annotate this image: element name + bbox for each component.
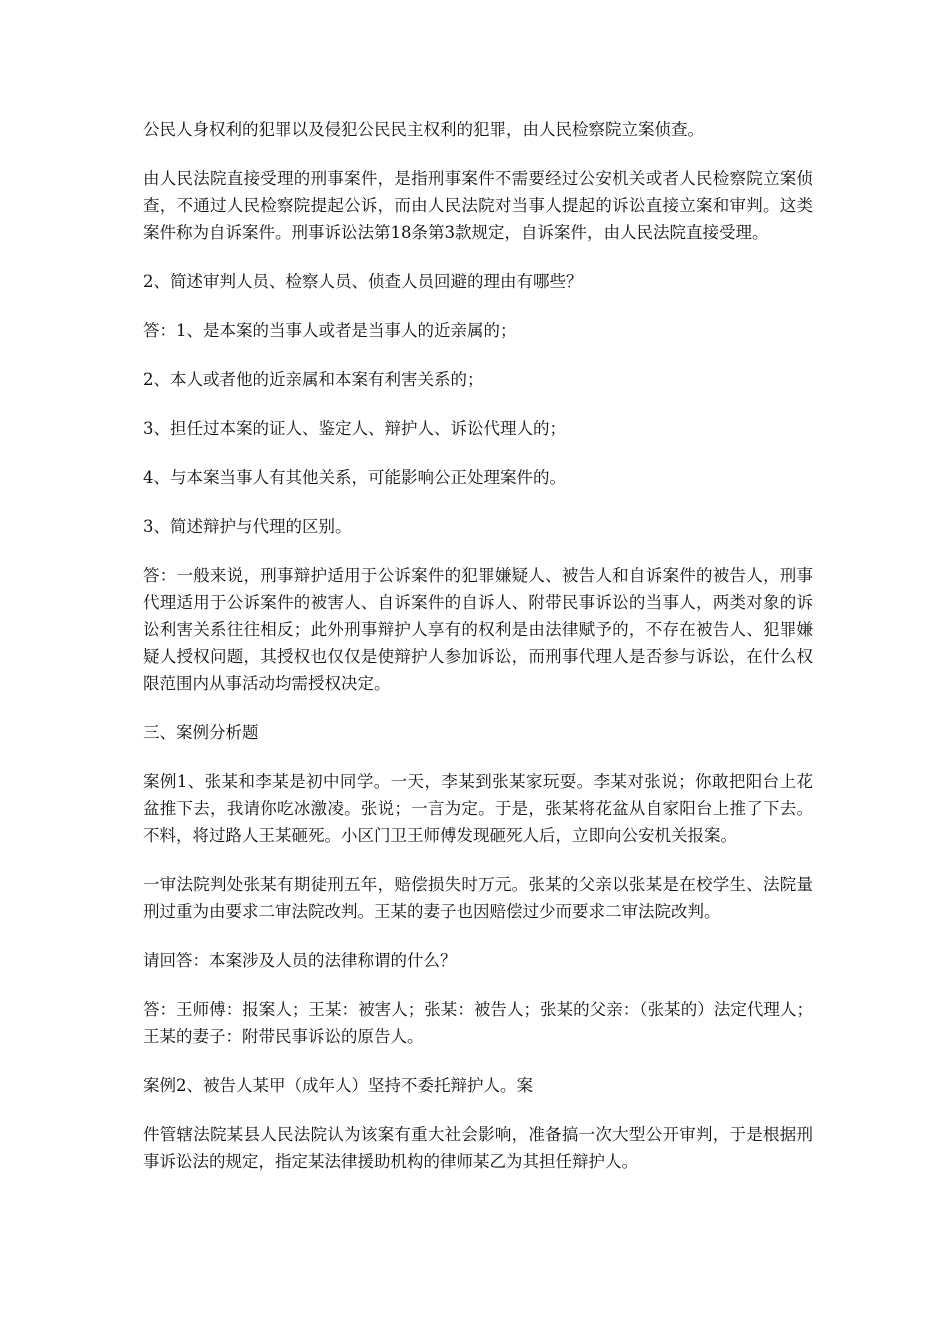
- case-2-facts: 件管辖法院某县人民法院认为该案有重大社会影响，准备搞一次大型公开审判，于是根据刑事诉讼法的规定，指定某法律援助机构的律师某乙为其担任辩护人。: [143, 1125, 813, 1171]
- answer-recusal-1: 答：1、是本案的当事人或者是当事人的近亲属的；: [143, 321, 517, 340]
- answer-recusal-4: 4、与本案当事人有其他关系，可能影响公正处理案件的。: [143, 468, 566, 487]
- answer-recusal-2: 2、本人或者他的近亲属和本案有利害关系的；: [143, 370, 484, 389]
- paragraph-jurisdiction-end: 公民人身权利的犯罪以及侵犯公民民主权利的犯罪，由人民检察院立案侦查。: [143, 120, 704, 139]
- answer-defense-vs-agency: 答：一般来说，刑事辩护适用于公诉案件的犯罪嫌疑人、被告人和自诉案件的被告人，刑事代理适用于公诉案件的被害人、自诉案件的自诉人、附带民事诉讼的当事人，两类对象的诉讼利害关系往往相反；此外刑事辩护人享有的权利是由法律赋予的，不存在被告人、犯罪嫌疑人授权问题，其授权也仅仅是使辩护人参加诉讼，而刑事代理人是否参与诉讼，在什么权限范围内从事活动均需授权决定。: [143, 566, 813, 693]
- section-heading-case-analysis: 三、案例分析题: [143, 723, 259, 742]
- case-1-answer: 答：王师傅：报案人；王某：被害人；张某：被告人；张某的父亲：（张某的）法定代理人；王某的妻子：附带民事诉讼的原告人。: [143, 1000, 813, 1046]
- paragraph-private-prosecution: 由人民法院直接受理的刑事案件，是指刑事案件不需要经过公安机关或者人民检察院立案侦查，不通过人民检察院提起公诉，而由人民法院对当事人提起的诉讼直接立案和审判。这类案件称为自诉案件。刑事诉讼法第18条第3款规定，自诉案件，由人民法院直接受理。: [143, 169, 813, 242]
- case-1-facts: 案例1、张某和李某是初中同学。一天，李某到张某家玩耍。李某对张说；你敢把阳台上花盆推下去，我请你吃冰激凌。张说；一言为定。于是，张某将花盆从自家阳台上推了下去。不料，将过路人王某砸死。小区门卫王师傅发现砸死人后，立即向公安机关报案。: [143, 772, 813, 845]
- case-1-question: 请回答：本案涉及人员的法律称谓的什么？: [143, 951, 457, 970]
- question-2-recusal: 2、简述审判人员、检察人员、侦查人员回避的理由有哪些？: [143, 272, 583, 291]
- document-page: [143, 116, 813, 1197]
- question-3-defense-vs-agency: 3、简述辩护与代理的区别。: [143, 517, 352, 536]
- case-1-trial: 一审法院判处张某有期徒刑五年，赔偿损失时万元。张某的父亲以张某是在校学生、法院量刑过重为由要求二审法院改判。王某的妻子也因赔偿过少而要求二审法院改判。: [143, 875, 813, 921]
- answer-recusal-3: 3、担任过本案的证人、鉴定人、辩护人、诉讼代理人的；: [143, 419, 566, 438]
- case-2-intro: 案例2、被告人某甲（成年人）坚持不委托辩护人。案: [143, 1076, 533, 1095]
